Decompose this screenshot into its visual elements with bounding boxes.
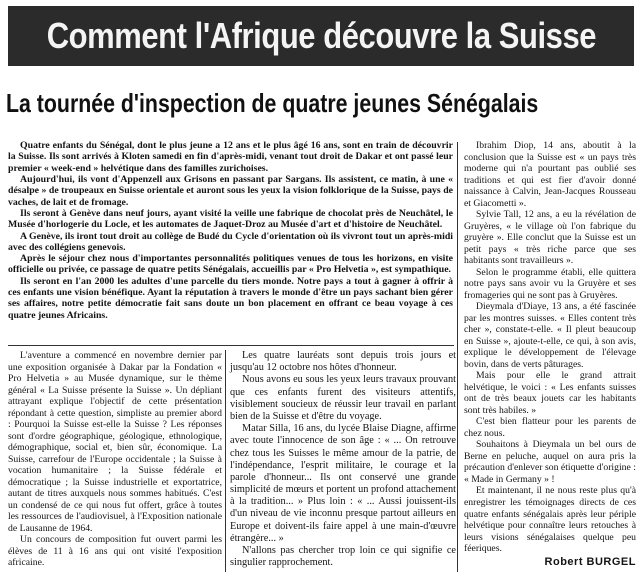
column-divider <box>225 350 226 572</box>
body-paragraph: Selon le programme établi, elle quittera notre pays sans avoir vu la Gruyère et ses fromageries qui ne sont pas à Gruyères. <box>464 266 636 301</box>
body-paragraph: Et maintenant, il ne nous reste plus qu'à enregistrer les témoignages directs de ces quatre enfants sénégalais après leur périple helvétique pour connaître leurs retouches à leurs visions sénégalaises quelque peu féeriques. <box>464 485 636 555</box>
lead-paragraph: Quatre enfants du Sénégal, dont le plus jeune a 12 ans et le plus âgé 16 ans, sont en train de découvrir la Suisse. Ils sont arrivés à Kloten samedi en fin d'après-midi, venant tout droit de Dakar et ont passé leur premier « week-end » helvétique dans des familles zurichoises. <box>8 140 453 174</box>
body-paragraph: Ibrahim Diop, 14 ans, aboutit à la conclusion que la Suisse est « un pays très moderne qui n'a pourtant pas oublié ses traditions et qui est fier d'avoir donné naissance à Calvin, Jean-Jacques Rousseau et Giacometti ». <box>464 140 636 209</box>
subheadline: La tournée d'inspection de quatre jeunes Sénégalais <box>6 88 539 118</box>
body-paragraph: Souhaitons à Dieymala un bel ours de Berne en peluche, auquel on aura pris la précaution d'enlever son étiquette d'origine : « Made in Germany » ! <box>464 439 636 485</box>
body-paragraph: Dieymala d'Diaye, 13 ans, a été fascinée par les montres suisses. « Elles content très cher », constate-t-elle. « Il pleut beaucoup en Suisse », ajoute-t-elle, ce qui, à son avis, explique le développement de l'élevage bovin, dans de verts pâturages. <box>464 301 636 370</box>
section-divider <box>8 345 454 346</box>
lead-paragraph: Aujourd'hui, ils vont d'Appenzell aux Grisons en passant par Sargans. Ils assistent, ce matin, à une « désalpe » de troupeaux en Suisse orientale et auront sous les yeux la vision folklorique de la Suisse, pays de vaches, de lait et de fromage. <box>8 173 453 208</box>
body-paragraph: Les quatre lauréats sont depuis trois jours et jusqu'au 12 octobre nos hôtes d'honneur. <box>230 350 456 374</box>
headline-banner <box>8 6 634 66</box>
lead-paragraph: A Genève, ils iront tout droit au collège de Budé du Cycle d'orientation où ils vivront tout un après-midi avec des collégiens genevois. <box>8 230 453 253</box>
body-paragraph: Un concours de composition fut ouvert parmi les élèves de 11 à 16 ans qui ont visité l'exposition africaine. <box>8 534 222 569</box>
body-paragraph: Sylvie Tall, 12 ans, a eu la révélation de Gruyères, « le village où l'on fabrique du gruyère ». Elle conclut que la Suisse est un petit pays « très riche parce que ses habitants sont travailleurs ». <box>464 209 636 267</box>
subheadline-area <box>0 80 642 124</box>
body-paragraph: C'est bien flatteur pour les parents de chez nous. <box>464 416 636 439</box>
body-paragraph: L'aventure a commencé en novembre dernier par une exposition organisée à Dakar par la Fondation « Pro Helvetia » au Musée dynamique, sur le thème général « La Suisse présente la Suisse ». Un dépliant attrayant explique l'objectif de cette présentation répondant à cette question, simpliste au premier abord : Pourquoi la Suisse est-elle la Suisse ? Les réponses sont d'ordre géographique, géologique, ethnologique, démographique, social et, bien sûr, économique. La Suisse, carrefour de l'Europe occidentale ; la Suisse à vocation humanitaire ; la Suisse fédérale et démocratique ; la Suisse industrielle et exportatrice, autant de titres auxquels nous sommes habitués. C'est un condensé de ce qui nous fut offert, grâce à toutes les ressources de l'audiovisuel, à l'Exposition nationale de Lausanne de 1964. <box>8 350 222 534</box>
left-column <box>8 350 222 569</box>
column-divider <box>457 142 458 572</box>
body-paragraph: Matar Silla, 16 ans, du lycée Blaise Diagne, affirme avec toute l'innocence de son âge : « ... On retrouve chez tous les Suisses le même amour de la patrie, de l'indépendance, l'esprit militaire, le courage et la parole d'honneur... Ils ont conservé une grande simplicité de mœurs et portent un profond attachement à la tradition... » Plus loin : « ... Aussi jouissent-ils d'un niveau de vie inconnu presque partout ailleurs en Europe et doivent-ils faire appel à une main-d'œuvre étrangère... » <box>230 423 456 544</box>
middle-column <box>230 350 456 569</box>
body-paragraph: Nous avons eu sous les yeux leurs travaux prouvant que ces enfants furent des visiteurs attentifs, visiblement soucieux de réussir leur travail en parlant bien de la Suisse et d'être du voyage. <box>230 374 456 422</box>
lead-paragraph: Ils seront en l'an 2000 les adultes d'une parcelle du tiers monde. Notre pays a tout à gagner à offrir à ces enfants une vision bénéfique. Ayant la réputation à travers le monde d'être un pays sachant bien gérer ses affaires, notre petite démocratie fait sans doute un bon placement en offrant ce beau voyage à ces quatre jeunes Africains. <box>8 275 453 321</box>
headline: Comment l'Afrique découvre la Suisse <box>46 15 596 56</box>
body-paragraph: N'allons pas chercher trop loin ce qui signifie ce singulier rapprochement. <box>230 545 456 569</box>
right-column <box>464 140 636 568</box>
lead-column <box>8 140 453 321</box>
body-paragraph: Mais pour elle le grand attrait helvétique, le voici : « Les enfants suisses ont de très beaux jouets car les habitants sont très habiles. » <box>464 370 636 416</box>
lead-paragraph: Ils seront à Genève dans neuf jours, ayant visité la veille une fabrique de chocolat près de Neuchâtel, le Musée d'horlogerie du Locle, et les automates de Jaquet-Droz au Musée d'art et d'histoire de Neuchâtel. <box>8 207 453 231</box>
byline: Robert BURGEL <box>544 555 636 568</box>
lead-paragraph: Après le séjour chez nous d'importantes personnalités politiques venues de tous les horizons, en visite officielle ou privée, ce passage de quatre petits Sénégalais, accueillis par « Pro Helvetia », est sympathique. <box>8 253 453 276</box>
